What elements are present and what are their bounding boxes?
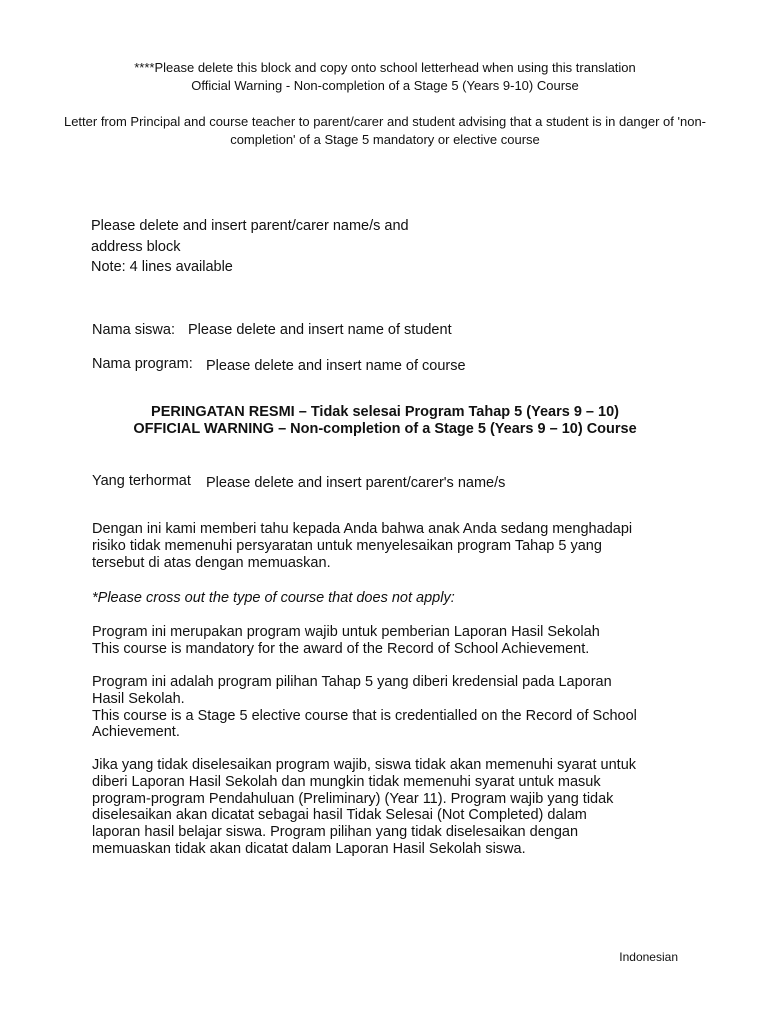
paragraph-line: This course is a Stage 5 elective course that is credentialled on the Record of School (92, 707, 637, 724)
cross-out-instruction (92, 590, 702, 607)
letter-description (60, 113, 710, 149)
paragraph-line: *Please cross out the type of course that does not apply: (92, 590, 455, 606)
title-english: OFFICIAL WARNING – Non-completion of a Stage 5 (Years 9 – 10) Course (133, 421, 637, 437)
consequences-paragraph (92, 757, 702, 858)
paragraph-line: program-program Pendahuluan (Preliminary) (Year 11). Program wajib yang tidak (92, 790, 614, 807)
mandatory-course-option (92, 624, 702, 658)
paragraph-line: risiko tidak memenuhi persyaratan untuk menyelesaikan program Tahap 5 yang (92, 537, 602, 554)
salutation-placeholder: Please delete and insert parent/carer's name/s (206, 475, 506, 491)
salutation (92, 471, 505, 491)
salutation-label: Yang terhormat (92, 473, 191, 489)
document-subtitle: Official Warning - Non-completion of a Stage 5 (Years 9-10) Course (191, 78, 579, 93)
paragraph-line: Dengan ini kami memberi tahu kepada Anda bahwa anak Anda sedang menghadapi (92, 521, 633, 537)
paragraph-line: Jika yang tidak diselesaikan program wajib, siswa tidak akan memenuhi syarat untuk (92, 757, 637, 773)
course-name-field (92, 354, 466, 374)
footer-language-label: Indonesian (619, 950, 678, 964)
course-name-label: Nama program: (92, 356, 193, 372)
paragraph-notice (92, 521, 702, 571)
address-block (91, 216, 541, 278)
address-placeholder-line: Please delete and insert parent/carer name/s and (91, 218, 409, 234)
course-name-placeholder: Please delete and insert name of course (206, 358, 466, 374)
paragraph-line: tersebut di atas dengan memuaskan. (92, 554, 331, 571)
elective-course-option (92, 674, 702, 741)
letter-description-line: is in danger of 'non-completion' of a Stage 5 mandatory or elective course (230, 114, 707, 147)
paragraph-line: memuaskan tidak akan dicatat dalam Laporan Hasil Sekolah siswa. (92, 840, 526, 857)
address-note: Note: 4 lines available (91, 259, 233, 275)
paragraph-line: diselesaikan akan dicatat sebagai hasil Tidak Selesai (Not Completed) dalam (92, 807, 587, 824)
student-name-label: Nama siswa: (92, 322, 175, 338)
paragraph-line: This course is mandatory for the award of the Record of School Achievement. (92, 640, 590, 657)
student-name-field (92, 320, 452, 340)
letterhead-instruction-block (60, 59, 710, 95)
paragraph-line: laporan hasil belajar siswa. Program pilihan yang tidak diselesaikan dengan (92, 824, 579, 841)
paragraph-line: Program ini merupakan program wajib untuk pemberian Laporan Hasil Sekolah (92, 624, 600, 640)
letterhead-instruction: ****Please delete this block and copy onto school letterhead when using this translation (134, 60, 636, 75)
address-placeholder-line: address block (91, 238, 181, 255)
letter-title (60, 404, 710, 438)
paragraph-line: diberi Laporan Hasil Sekolah dan mungkin tidak memenuhi syarat untuk masuk (92, 773, 601, 790)
paragraph-line: Achievement. (92, 724, 180, 741)
paragraph-line: Program ini adalah program pilihan Tahap 5 yang diberi kredensial pada Laporan (92, 674, 612, 690)
student-name-placeholder: Please delete and insert name of student (188, 322, 452, 338)
title-indonesian: PERINGATAN RESMI – Tidak selesai Program Tahap 5 (Years 9 – 10) (151, 404, 619, 420)
paragraph-line: Hasil Sekolah. (92, 690, 185, 707)
letter-description-line: Letter from Principal and course teacher to parent/carer and student advising that a student (63, 114, 589, 129)
